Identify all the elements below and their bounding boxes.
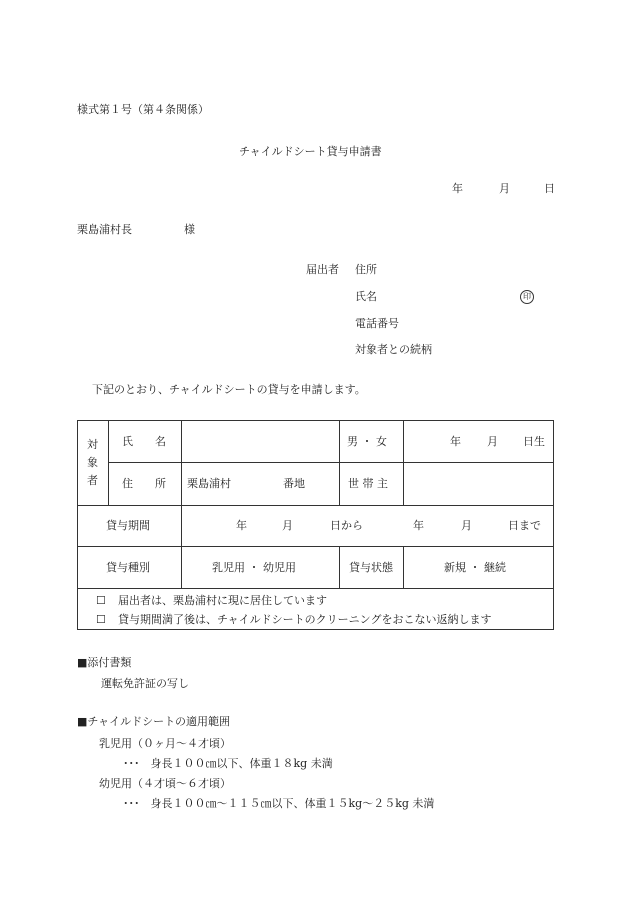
subject-char-3: 者: [87, 474, 98, 487]
addressee: 栗島浦村長: [77, 223, 132, 236]
col-line-period: [181, 505, 182, 546]
address-prefix: 栗島浦村: [187, 477, 231, 490]
col-line-type-3: [403, 546, 404, 588]
col-line-value: [339, 420, 340, 505]
row-line-2: [77, 505, 554, 506]
intro-text: 下記のとおり、チャイルドシートの貸与を申請します。: [92, 383, 366, 396]
row-line-1: [108, 462, 554, 463]
status-options[interactable]: 新規 ・ 継続: [444, 561, 506, 574]
type-options[interactable]: 乳児用 ・ 幼児用: [212, 561, 296, 574]
applicant-address-label: 住所: [355, 263, 377, 276]
name-label: 氏 名: [122, 435, 166, 448]
period-label: 貸与期間: [106, 519, 150, 532]
applicant-name-label: 氏名: [355, 290, 377, 303]
type-label: 貸与種別: [106, 561, 150, 574]
check-residency: 届出者は、栗島浦村に現に居住しています: [118, 594, 327, 607]
col-line-type-1: [181, 546, 182, 588]
application-table: [77, 420, 554, 630]
applicant-phone-label: 電話番号: [355, 317, 399, 330]
scope-toddler-label: 幼児用（４才頃～６才頃）: [99, 777, 231, 790]
row-line-3: [77, 546, 554, 547]
table-border-left: [77, 420, 78, 630]
address-suffix: 番地: [283, 477, 305, 490]
scope-heading: ■チャイルドシートの適用範囲: [77, 715, 231, 728]
col-line-subject: [108, 420, 109, 505]
applicant-relation-label: 対象者との続柄: [355, 343, 432, 356]
period-from-month: 月: [282, 519, 293, 532]
col-line-label: [181, 420, 182, 505]
table-border-bottom: [77, 629, 554, 630]
scope-toddler-detail: ･･･ 身長１００㎝～１１５㎝以下、体重１５kg～２５kg 未満: [123, 797, 435, 810]
period-from-day: 日から: [330, 519, 363, 532]
subject-char-2: 象: [87, 456, 98, 469]
birth-day-label: 日生: [523, 435, 545, 448]
householder-label: 世 帯 主: [348, 477, 388, 490]
table-border-top: [77, 420, 554, 421]
status-label: 貸与状態: [349, 561, 393, 574]
period-to-day: 日まで: [508, 519, 541, 532]
date-day-label: 日: [544, 182, 555, 195]
document-title: チャイルドシート貸与申請書: [239, 145, 382, 158]
gender-options[interactable]: 男 ・ 女: [347, 435, 387, 448]
applicant-label: 届出者: [306, 263, 339, 276]
checkbox-icon[interactable]: ☐: [96, 613, 106, 626]
birth-month-label: 月: [487, 435, 498, 448]
date-year-label: 年: [452, 182, 463, 195]
period-to-year: 年: [413, 519, 424, 532]
form-number: 様式第１号（第４条関係）: [77, 103, 209, 116]
honorific: 様: [184, 223, 195, 236]
col-line-type-2: [339, 546, 340, 588]
period-from-year: 年: [236, 519, 247, 532]
check-return: 貸与期間満了後は、チャイルドシートのクリーニングをおこない返納します: [118, 613, 492, 626]
period-to-month: 月: [461, 519, 472, 532]
row-line-4: [77, 588, 554, 589]
checkbox-icon[interactable]: ☐: [96, 594, 106, 607]
scope-infant-label: 乳児用（０ヶ月～４才頃）: [99, 737, 231, 750]
table-border-right: [553, 420, 554, 630]
birth-year-label: 年: [450, 435, 461, 448]
attachments-item: 運転免許証の写し: [101, 677, 189, 690]
subject-char-1: 対: [87, 438, 98, 451]
scope-infant-detail: ･･･ 身長１００㎝以下、体重１８kg 未満: [123, 757, 333, 770]
col-line-gender: [403, 420, 404, 505]
address-label: 住 所: [122, 477, 166, 490]
seal-icon: 印: [520, 290, 534, 304]
date-month-label: 月: [499, 182, 510, 195]
attachments-heading: ■添付書類: [77, 656, 132, 669]
